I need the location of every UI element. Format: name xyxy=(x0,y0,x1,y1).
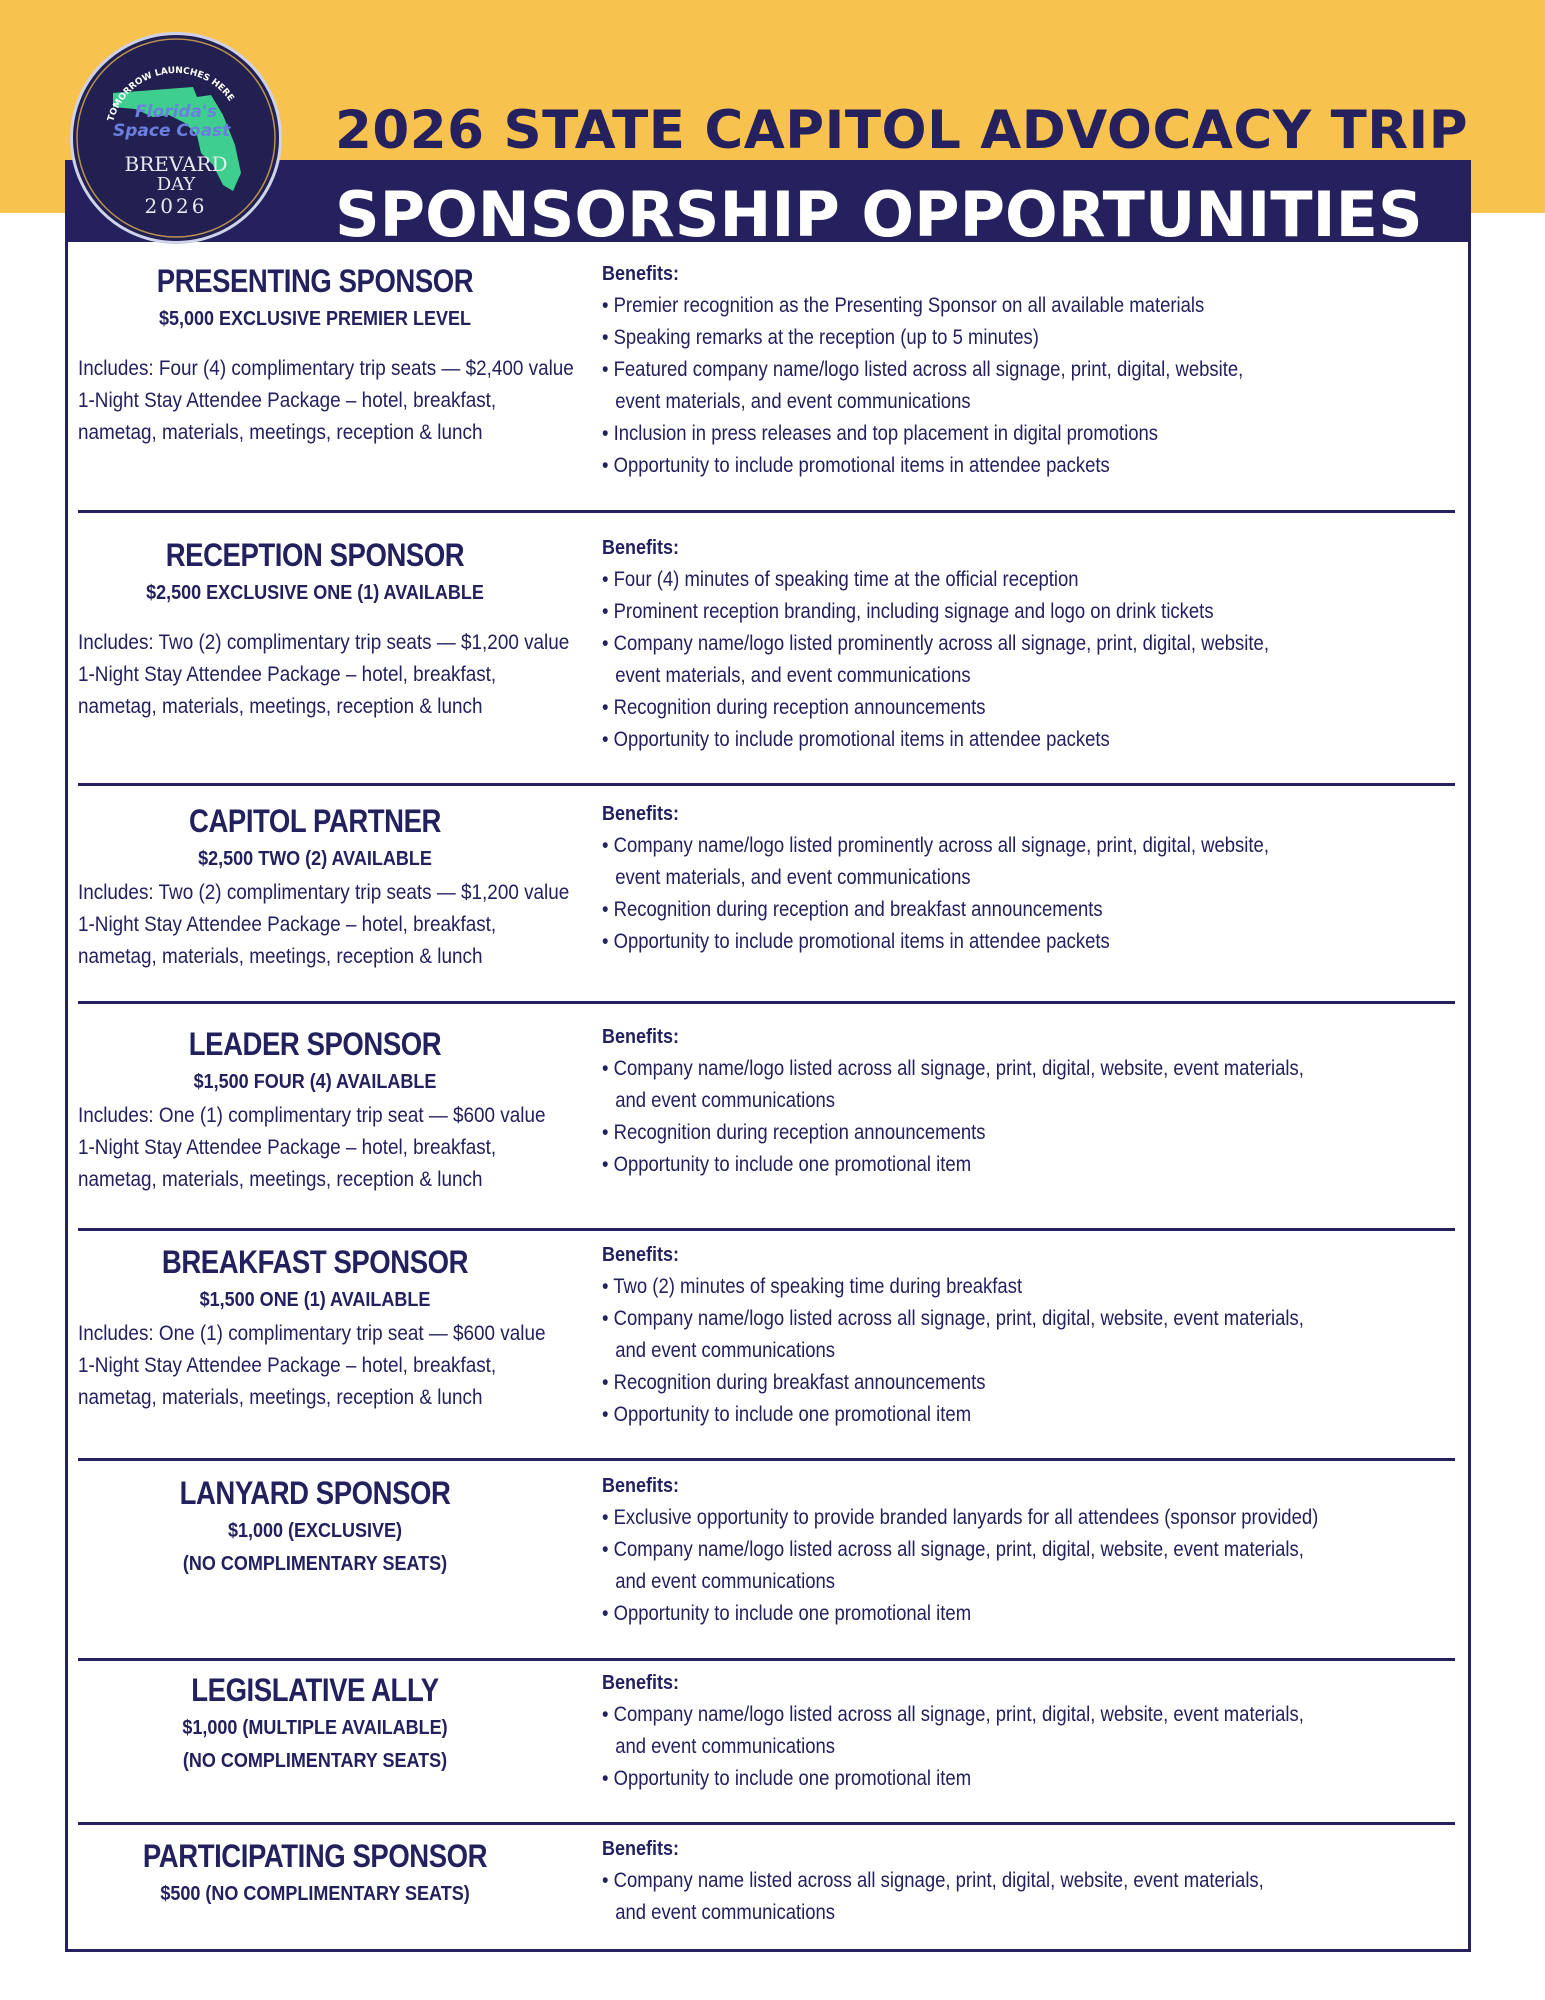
sponsor-price: $1,000 (MULTIPLE AVAILABLE) xyxy=(182,1717,448,1739)
benefit-item: • Premier recognition as the Presenting Sponsor on all available materials xyxy=(602,294,1205,317)
logo-brand1: BREVARD xyxy=(124,152,228,176)
row-divider xyxy=(78,1228,1455,1231)
benefit-item: • Recognition during reception announcements xyxy=(602,696,986,719)
benefit-item: • Company name/logo listed prominently across all signage, print, digital, website, xyxy=(602,834,1269,857)
row-divider xyxy=(78,510,1455,513)
benefit-item-continued: and event communications xyxy=(615,1735,836,1758)
logo-line1: Florida's xyxy=(135,102,218,122)
benefit-item: • Exclusive opportunity to provide branded lanyards for all attendees (sponsor provided) xyxy=(602,1506,1319,1529)
page-subtitle: SPONSORSHIP OPPORTUNITIES xyxy=(335,178,1423,242)
includes-line: nametag, materials, meetings, reception & lunch xyxy=(78,1168,483,1191)
benefits-heading: Benefits: xyxy=(602,537,680,559)
benefit-item-continued: and event communications xyxy=(615,1339,836,1362)
sponsor-price: $1,500 FOUR (4) AVAILABLE xyxy=(193,1071,437,1093)
includes-line: nametag, materials, meetings, reception & lunch xyxy=(78,945,483,968)
includes-line: Includes: One (1) complimentary trip seat — $600 value xyxy=(78,1322,546,1345)
row-divider xyxy=(78,1001,1455,1004)
benefit-item: • Inclusion in press releases and top placement in digital promotions xyxy=(602,422,1159,445)
sponsor-price: $500 (NO COMPLIMENTARY SEATS) xyxy=(160,1883,470,1905)
includes-line: 1-Night Stay Attendee Package – hotel, breakfast, xyxy=(78,913,497,936)
sponsor-name: RECEPTION SPONSOR xyxy=(165,537,465,573)
includes-line: 1-Night Stay Attendee Package – hotel, breakfast, xyxy=(78,389,497,412)
sponsor-seats-note: (NO COMPLIMENTARY SEATS) xyxy=(182,1750,448,1772)
sponsor-price: $1,000 (EXCLUSIVE) xyxy=(227,1520,403,1542)
benefits-heading: Benefits: xyxy=(602,1475,680,1497)
includes-line: nametag, materials, meetings, reception & lunch xyxy=(78,421,483,444)
logo-brand2: DAY xyxy=(156,174,196,195)
sponsor-name: CAPITOL PARTNER xyxy=(189,803,441,839)
benefit-item: • Speaking remarks at the reception (up to 5 minutes) xyxy=(602,326,1039,349)
benefit-item: • Prominent reception branding, including signage and logo on drink tickets xyxy=(602,600,1214,623)
benefits-heading: Benefits: xyxy=(602,803,680,825)
benefits-heading: Benefits: xyxy=(602,1026,680,1048)
benefit-item: • Opportunity to include one promotional item xyxy=(602,1767,972,1790)
benefit-item: • Company name/logo listed across all signage, print, digital, website, event materials, xyxy=(602,1538,1304,1561)
sponsor-price: $2,500 EXCLUSIVE ONE (1) AVAILABLE xyxy=(146,582,484,604)
benefit-item: • Company name listed across all signage, print, digital, website, event materials, xyxy=(602,1869,1264,1892)
sponsor-price: $1,500 ONE (1) AVAILABLE xyxy=(199,1289,431,1311)
sponsor-price: $5,000 EXCLUSIVE PREMIER LEVEL xyxy=(158,308,472,330)
sponsor-name: LANYARD SPONSOR xyxy=(179,1475,451,1511)
benefit-item: • Two (2) minutes of speaking time during breakfast xyxy=(602,1275,1023,1298)
row-divider xyxy=(78,1458,1455,1461)
benefit-item: • Four (4) minutes of speaking time at the official reception xyxy=(602,568,1079,591)
benefit-item-continued: and event communications xyxy=(615,1089,836,1112)
sponsor-name: PARTICIPATING SPONSOR xyxy=(142,1838,488,1874)
row-divider xyxy=(78,783,1455,786)
sponsor-name: LEADER SPONSOR xyxy=(188,1026,442,1062)
sponsor-name: LEGISLATIVE ALLY xyxy=(191,1672,439,1708)
benefits-heading: Benefits: xyxy=(602,1244,680,1266)
logo-year: 2026 xyxy=(144,194,208,218)
benefit-item: • Company name/logo listed across all signage, print, digital, website, event materials, xyxy=(602,1703,1304,1726)
benefits-heading: Benefits: xyxy=(602,1672,680,1694)
sponsor-price: $2,500 TWO (2) AVAILABLE xyxy=(198,848,432,870)
includes-line: Includes: Two (2) complimentary trip seats — $1,200 value xyxy=(78,881,570,904)
benefits-heading: Benefits: xyxy=(602,1838,680,1860)
benefit-item: • Recognition during breakfast announcements xyxy=(602,1371,986,1394)
benefit-item: • Opportunity to include promotional items in attendee packets xyxy=(602,728,1110,751)
benefit-item: • Opportunity to include one promotional item xyxy=(602,1602,972,1625)
row-divider xyxy=(78,1822,1455,1825)
benefit-item: • Company name/logo listed prominently across all signage, print, digital, website, xyxy=(602,632,1269,655)
includes-line: 1-Night Stay Attendee Package – hotel, breakfast, xyxy=(78,1354,497,1377)
sponsor-name: BREAKFAST SPONSOR xyxy=(161,1244,469,1280)
benefit-item: • Featured company name/logo listed across all signage, print, digital, website, xyxy=(602,358,1244,381)
benefit-item-continued: event materials, and event communications xyxy=(615,390,971,413)
row-divider xyxy=(78,1658,1455,1661)
sponsor-name: PRESENTING SPONSOR xyxy=(156,263,474,299)
benefit-item-continued: event materials, and event communications xyxy=(615,664,971,687)
benefit-item: • Company name/logo listed across all signage, print, digital, website, event materials, xyxy=(602,1307,1304,1330)
includes-line: 1-Night Stay Attendee Package – hotel, breakfast, xyxy=(78,1136,497,1159)
benefit-item: • Recognition during reception and breakfast announcements xyxy=(602,898,1103,921)
logo-line2: Space Coast xyxy=(113,121,231,141)
benefit-item: • Opportunity to include promotional items in attendee packets xyxy=(602,930,1110,953)
logo-arc-text: TOMORROW LAUNCHES HERE xyxy=(106,65,236,123)
includes-line: Includes: Two (2) complimentary trip seats — $1,200 value xyxy=(78,631,570,654)
logo-graphic xyxy=(73,35,279,241)
includes-line: Includes: Four (4) complimentary trip seats — $2,400 value xyxy=(78,357,574,380)
benefits-heading: Benefits: xyxy=(602,263,680,285)
includes-line: nametag, materials, meetings, reception & lunch xyxy=(78,695,483,718)
benefit-item: • Opportunity to include one promotional item xyxy=(602,1153,972,1176)
brevard-day-logo xyxy=(70,32,282,244)
includes-line: Includes: One (1) complimentary trip seat — $600 value xyxy=(78,1104,546,1127)
benefit-item: • Recognition during reception announcements xyxy=(602,1121,986,1144)
benefit-item: • Company name/logo listed across all signage, print, digital, website, event materials, xyxy=(602,1057,1304,1080)
benefit-item: • Opportunity to include promotional items in attendee packets xyxy=(602,454,1110,477)
benefit-item-continued: event materials, and event communications xyxy=(615,866,971,889)
includes-line: 1-Night Stay Attendee Package – hotel, breakfast, xyxy=(78,663,497,686)
includes-line: nametag, materials, meetings, reception & lunch xyxy=(78,1386,483,1409)
benefit-item-continued: and event communications xyxy=(615,1901,836,1924)
benefit-item: • Opportunity to include one promotional item xyxy=(602,1403,972,1426)
benefit-item-continued: and event communications xyxy=(615,1570,836,1593)
page-title: 2026 STATE CAPITOL ADVOCACY TRIP xyxy=(335,100,1469,161)
sponsor-seats-note: (NO COMPLIMENTARY SEATS) xyxy=(182,1553,448,1575)
